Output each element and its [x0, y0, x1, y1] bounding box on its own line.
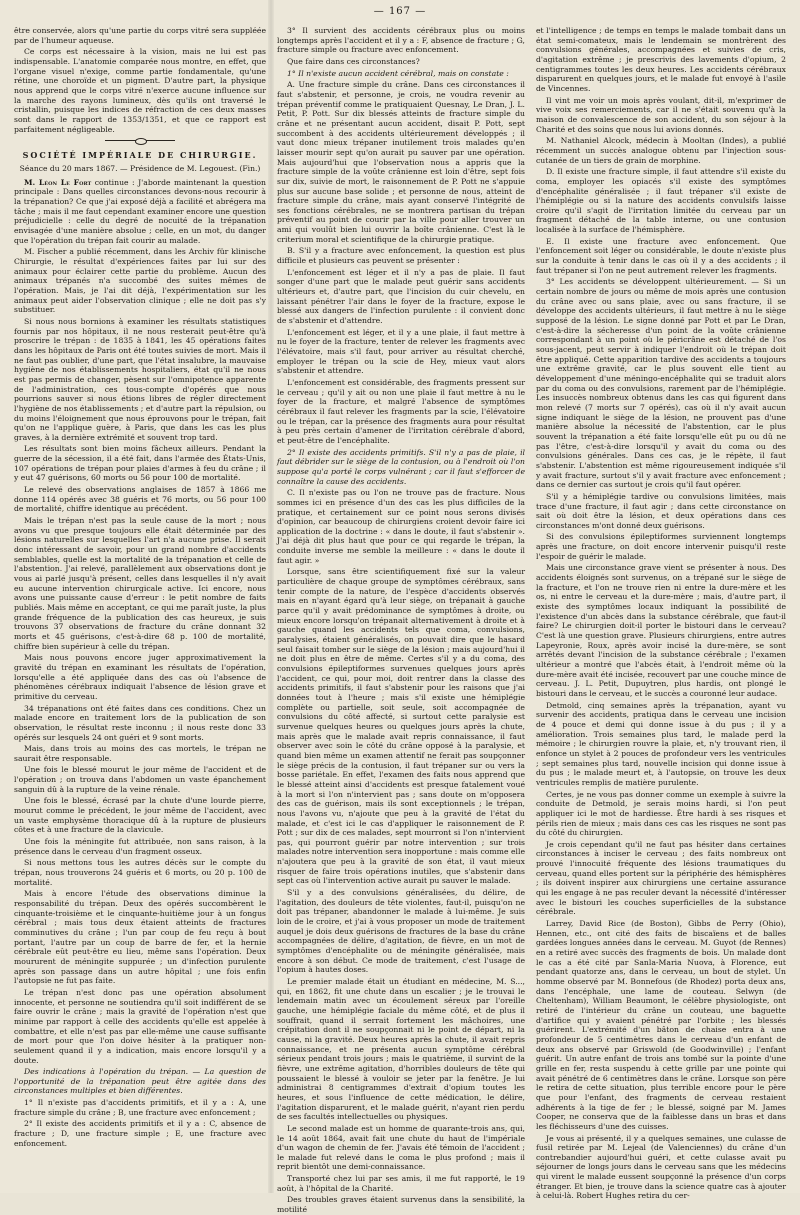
- paragraph: Les résultats sont bien moins fâcheux ailleurs. Pendant la guerre de la sécession, il a été fait, dans l'armée des États-Unis, 107 opérations de trépan pour plaies d'armes à feu du crâne ; il y eut 47 guérisons, 60 morts ou 56 pour 100 de mortalité.: [14, 444, 266, 483]
- paragraph: Des indications à l'opération du trépan. — La question de l'opportunité de la trépanation peut être agitée dans des circonstances multiples et bien différentes.: [14, 1067, 266, 1096]
- paragraph: M. Fischer a publié récemment, dans les Archiv für klinische Chirurgie, le résultat d'expériences faites par lui sur des animaux pour éclairer cette partie du problème. Aucun des animaux trépanés n'a succombé des suites mêmes de l'opération. Mais, je l'ai dit déjà, l'expérimentation sur les animaux peut aider l'observation clinique ; elle ne doit pas s'y substituer.: [14, 247, 266, 315]
- column-right: [536, 26, 786, 1201]
- paragraph: Une fois le blessé, écrasé par la chute d'une lourde pierre, mourut comme le précédent, le jour même de l'accident, avec un vaste emphysème thoracique dû à la rupture de plusieurs côtes et à une fracture de la clavicule.: [14, 796, 266, 835]
- paragraph: être conservée, alors qu'une partie du corps vitré sera suppléée par de l'humeur aqueuse.: [14, 26, 266, 45]
- ornamental-divider: [105, 140, 175, 145]
- paragraph: Larrey, David Rice (de Boston), Gibbs de Perry (Ohio), Hennen, etc., ont cité des faits de biscaïens et de balles gardées longues années dans le cerveau. M. Guyot (de Rennes) en a retiré avec succès des fragments de bois. Un malade dont le cas a été cité par Sanla-Maria Nuova, à Florence, eut pendant quatorze ans, dans le cerveau, un bout de stylet. Un homme observé par M. Bonnefous (de Rhodez) porta deux ans, dans l'encéphale, une lame de couteau. Selwyn (de Cheltenham), William Beaumont, le célèbre physiologiste, ont retiré de l'intérieur du crâne un couteau, une baguette d'artifice qui y avaient pénétré par l'orbite ; les blessés guérirent. L'extrémité d'un bâton de chaise entra à une profondeur de 5 centimètres dans le cerveau d'un enfant de deux ans observé par Griswold (de Goodwinville) ; l'enfant guérit. Un autre enfant de trois ans tombé sur la pointe d'une grille en fer, resta suspendu à cette grille par une pointe qui avait pénétré de 6 centimètres dans le crâne. Lorsque son père le retira de cette situation, plus terrible encore pour le père que pour l'enfant, des fragments de cerveau restaient adhérents à la tige de fer ; le blessé, soigné par M. James Cooper, ne conserva que de la faiblesse dans un bras et dans les fléchisseurs d'une des cuisses.: [536, 919, 786, 1131]
- paragraph: B. S'il y a fracture avec enfoncement, la question est plus difficile et plusieurs cas peuvent se présenter :: [277, 246, 525, 266]
- paragraph: Une fois la méningite fut attribuée, non sans raison, à la présence dans le cerveau d'un fragment osseux.: [14, 837, 266, 856]
- paragraph: Je crois cependant qu'il ne faut pas hésiter dans certaines circonstances à inciser le cerveau ; des faits nombreux ont prouvé l'innocuité fréquente des lésions traumatiques du cerveau, quand elles portent sur la périphérie des hémisphères ; ils doivent inspirer aux chirurgiens une certaine assurance qui les engage à ne pas reculer devant la nécessité d'intéresser avec le bistouri les couches superficielles de la substance cérébrale.: [536, 839, 786, 917]
- paragraph: Le trépan n'est donc pas une opération absolument innocente, et personne ne soutiendra qu'il soit indifférent de se faire ouvrir le crâne ; mais la gravité de l'opération n'est que minime par rapport à celle des accidents qu'elle est appelée à combattre, et elle n'est pas par elle-même une cause suffisante de mort pour que l'on doive hésiter à la pratiquer non-seulement quand il y a indication, mais encore lorsqu'il y a doute.: [14, 987, 266, 1065]
- paragraph: Detmold, cinq semaines après la trépanation, ayant vu survenir des accidents, pratiqua dans le cerveau une incision de 4 pouce et demi qui donne issue à du pus ; il y a amélioration. Trois semaines plus tard, le malade perd la mémoire ; le chirurgien rouvre la plaie, et, n'y trouvant rien, il enfonce un stylet à 2 pouces de profondeur vers les ventricules ; sept semaines plus tard, nouvelle incision qui donne issue à du pus ; le malade meurt et, à l'autopsie, on trouve les deux ventricules remplis de matière purulente.: [536, 700, 786, 787]
- paragraph: Le relevé des observations anglaises de 1857 à 1866 me donne 114 opérés avec 38 guéris et 76 morts, ou 56 pour 100 de mortalité, chiffre identique au précédent.: [14, 485, 266, 514]
- paragraph: 3° Il survient des accidents cérébraux plus ou moins longtemps après l'accident et il y a : F, absence de fracture ; G, fracture simple ou fracture avec enfoncement.: [277, 26, 525, 55]
- paragraph: 2° Il existe des accidents primitifs et il y a : C, absence de fracture ; D, une fracture simple ; E, une fracture avec enfoncement.: [14, 1119, 266, 1148]
- paragraph: Il vint me voir un mois après voulant, dit-il, m'exprimer de vive voix ses remerciements, car il ne s'était souvenu qu'à la maison de convalescence de son accident, du son séjour à la Charité et des soins que nous lui avions donnés.: [536, 95, 786, 134]
- paragraph: Mais à encore l'étude des observations diminue la responsabilité du trépan. Deux des opérés succombèrent le cinquante-troisième et le cinquante-huitième jour à un fongus cérébral ; mais tous deux étaient atteints de fractures comminutives du crâne ; l'un par coup de feu reçu à bout portant, l'autre par un coup de barre de fer, et la hernie cérébrale eût peut-être eu lieu, même sans l'opération. Deux moururent de méningite suppurée ; un d'infection purulente après son passage dans un autre hôpital ; une fois enfin l'autopsie ne fut pas faite.: [14, 889, 266, 986]
- paragraph: Certes, je ne vous pas donner comme un exemple à suivre la conduite de Detmold, je serais moins hardi, si l'on peut appliquer ici le mot de hardiesse. Être hardi à ses risques et périls rien de mieux ; mais dans ces cas les risques ne sont pas du côté du chirurgien.: [536, 789, 786, 838]
- paragraph: Le premier malade était un étudiant en médecine, M. S..., qui, en 1862, fit une chute dans un escalier ; je le trouvai le lendemain matin avec un écoulement séreux par l'oreille gauche, une hémiplégie faciale du même côté, et de plus il souffrait, quand il serrait fortement les mâchoires, une crépitation dont il ne soupçonnait ni le point de départ, ni la cause, ni la gravité. Deux heures après la chute, il avait repris connaissance, et ne présenta aucun symptôme cérébral sérieux pendant trois jours ; mais le quatrième, il survint de la fièvre, une extrême agitation, d'horribles douleurs de tête qui poussaient le blessé à vouloir se jeter par la fenêtre. Je lui administrai 8 centigrammes d'extrait d'opium toutes les heures, et sous l'influence de cette médication, le délire, l'agitation disparurent, et le malade guérit, n'ayant rien perdu de ses facultés intellectuelles ou physiques.: [277, 977, 525, 1122]
- paragraph: L'enfoncement est léger et il n'y a pas de plaie. Il faut songer d'une part que le malade peut guérir sans accidents ultérieurs et, d'autre part, que l'incision du cuir chevelu, en laissant pénétrer l'air dans le foyer de la fracture, expose le blessé aux dangers de l'infection purulente : il convient donc de s'abstenir et d'attendre.: [277, 267, 525, 326]
- paragraph: Des troubles graves étaient survenus dans la sensibilité, la motilité: [277, 1195, 525, 1215]
- paragraph: 1° Il n'existe pas d'accidents primitifs, et il y a : A, une fracture simple du crâne ; B, une fracture avec enfoncement ;: [14, 1098, 266, 1117]
- paragraph: D. Il existe une fracture simple, il faut attendre s'il existe du coma, employer les opiacés s'il existe des symptômes d'encéphalite généralisée ; il faut trépaner s'il existe de l'hémiplégie ou si la nature des accidents convulsifs laisse croire qu'il s'agit de l'irritation limitée du cerveau par un fragment détaché de la table interne, ou une contusion localisée à la surface de l'hémisphère.: [536, 167, 786, 235]
- paragraph: L'enfoncement est léger, et il y a une plaie, il faut mettre à nu le foyer de la fracture, tenter de relever les fragments avec l'élévatoire, mais s'il faut, pour arriver au résultat cherché, employer le trépan ou la scie de Hey, mieux vaut alors s'abstenir et attendre.: [277, 327, 525, 376]
- paragraph: 2° Il existe des accidents primitifs. S'il n'y a pas de plaie, il faut débrider sur le siège de la contusion, ou à l'endroit où l'on suppose qu'a porté le corps vulnérant ; car il faut s'efforcer de connaître la cause des accidents.: [277, 447, 525, 486]
- paragraph: Mais nous pouvons encore juger approximativement la gravité du trépan en examinant les résultats de l'opération, lorsqu'elle a été appliquée dans des cas où l'absence de phénomènes cérébraux indiquait l'absence de lésion grave et primitive du cerveau.: [14, 653, 266, 701]
- paragraph: continue : J'aborde maintenant la question principale : Dans quelles circonstances devons-nous recourir à la trépanation? Ce que j'ai exposé déjà a facilité et abrégera ma tâche ; mais il me faut cependant examiner encore une question préjudicielle : celle du degré de nocuité de la trépanation envisagée d'une manière absolue ; celle, en un mot, du danger que l'opération du trépan fait courir au malade.: [14, 177, 266, 245]
- paragraph: Mais une circonstance grave vient se présenter à nous. Des accidents éloignés sont survenus, on a trépané sur le siège de la fracture, et l'on ne trouve rien ni entre la dure-mère et les os, ni entre le cerveau et la dure-mère ; mais, d'autre part, il existe des symptômes locaux indiquant la possibilité de l'existence d'un abcès dans la substance cérébrale, que faut-il faire? Le chirurgien doit-il porter le bistouri dans le cerveau? C'est là une question grave. Plusieurs chirurgiens, entre autres Lapeyronie, Roux, après avoir incisé la dure-mère, se sont arrêtés devant l'incision de la substance cérébrale ; l'examen ultérieur a montré que l'abcès était, à l'endroit même où la dure-mère avait été incisée, recouvert par une couche mince de cerveau. J. L. Petit, Dupuytren, plus hardis, ont plongé le bistouri dans le cerveau, et le succès a couronné leur audace.: [536, 563, 786, 698]
- paragraph: Mais, dans trois au moins des cas mortels, le trépan ne saurait être responsable.: [14, 744, 266, 763]
- paragraph: 34 trépanations ont été faites dans ces conditions. Chez un malade encore en traitement lors de la publication de son observation, le résultat reste inconnu ; il nous reste donc 33 opérés sur lesquels 24 ont guéri et 9 sont morts.: [14, 703, 266, 742]
- column-middle: [277, 26, 525, 1215]
- paragraph: Si nous mettons tous les autres décès sur le compte du trépan, nous trouverons 24 guéris et 6 morts, ou 20 p. 100 de mortalité.: [14, 858, 266, 887]
- column-left: [14, 26, 266, 1187]
- paragraph: C. Il n'existe pas ou l'on ne trouve pas de fracture. Nous sommes ici en présence d'un des cas les plus difficiles de la pratique, et certainement sur ce point nous serons divisés d'opinion, car beaucoup de chirurgiens croient devoir faire ici application de la doctrine : « dans le doute, il faut s'abstenir ». J'ai déjà dit plus haut que pour ce qui regarde le trépan, la conduite inverse me semble la meilleure : « dans le doute il faut agir. »: [277, 488, 525, 565]
- paragraph: Le second malade est un homme de quarante-trois ans, qui, le 14 août 1864, avait fait une chute du haut de l'impériale d'un wagon de chemin de fer. J'avais été témoin de l'accident ; le malade fut relevé dans le coma le plus profond ; mais il reprit bientôt une demi-connaissance.: [277, 1123, 525, 1172]
- paragraph: Je vous ai présenté, il y a quelques semaines, une culasse de fusil retirée par M. Lejeal (de Valenciennes) du crâne d'un contrebandier aujourd'hui guéri, et cette culasse avait pu séjourner de longs jours dans le cerveau sans que les médecins qui virent le malade eussent soupçonné la présence d'un corps étranger. Et bien, je trouve dans la science quatre cas à ajouter à celui-là. Robert Hughes retira du cer-: [536, 1133, 786, 1201]
- page-number: — 167 —: [373, 6, 427, 17]
- paragraph: Ce corps est nécessaire à la vision, mais ne lui est pas indispensable. L'anatomie comparée nous montre, en effet, que l'organe visuel n'exige, comme partie fondamentale, qu'une rétine, une choroïde et un pigment. D'autre part, la physique nous apprend que le corps vitré n'exerce aucune influence sur la marche des rayons lumineux, dès qu'ils ont traversé le cristallin, puisque les indices de réfraction de ces deux masses sont dans le rapport de 1353/1351, et que ce rapport est parfaitement négligeable.: [14, 47, 266, 134]
- paragraph: Lorsque, sans être scientifiquement fixé sur la valeur particulière de chaque groupe de symptômes cérébraux, sans tenir compte de la nature, de l'espèce d'accidents observés mais en n'ayant égard qu'à leur siège, on trépanait à gauche parce qu'il y avait prédominance de symptômes à droite, ou mieux encore lorsqu'on trépanait alternativement à droite et à gauche quand les accidents tels que coma, convulsions, paralysies, étaient généralisés, on pouvait dire que le hasard seul faisait tomber sur le siège de la lésion ; mais aujourd'hui il ne doit plus en être de même. Certes s'il y a du coma, des convulsions épileptiformes survenues quelques jours après l'accident, ce qui, pour moi, doit rentrer dans la classe des accidents primitifs, il faut s'abstenir pour les raisons que j'ai données tout à l'heure ; mais s'il existe une hémiplégie complète ou partielle, soit seule, soit accompagnée de convulsions du côté affecté, si surtout cette paralysie est survenue quelques heures ou quelques jours après la chute, mais après que le malade avait repris connaissance, il faut observer avec soin le côté du crâne opposé à la paralysie, et quand bien même un examen attentif ne ferait pas soupçonner le siège précis de la contusion, il faut trépaner sur ou vers la bosse pariétale. En effet, l'examen des faits nous apprend que le blessé atteint ainsi d'accidents est presque fatalement voué à la mort si l'on n'intervient pas ; sans doute on m'opposera des cas de guérison, mais ils sont exceptionnels ; le trépan, nous l'avons vu, n'ajoute que peu à la gravité de l'état du malade, et c'est ici le cas d'appliquer le raisonnement de P. Pott ; sur dix de ces malades, sept mourront si l'on n'intervient pas, qui pourront guérir par notre intervention ; sur trois malades notre intervention sera inopportune : mais comme elle n'ajoutera que peu à la gravité de son état, il vaut mieux risquer de faire trois opérations inutiles, que s'abstenir dans sept cas où l'intervention active aurait pu sauver le malade.: [277, 567, 525, 886]
- page-fold: [268, 0, 274, 1193]
- paragraph: A. Une fracture simple du crâne. Dans ces circonstances il faut s'abstenir, et personne, je crois, ne voudra revenir au trépan préventif comme le pratiquaient Quesnay, Le Dran, J. L. Petit, P. Pott. Sur dix blessés atteints de fracture simple du crâne et ne présentant aucun accident, disait P. Pott, sept succombent à des accidents ultérieurement développés ; il vaut donc mieux trépaner inutilement trois malades qu'en laisser mourir sept qu'on aurait pu sauver par une opération. Mais aujourd'hui que l'observation nous a appris que la fracture simple de la voûte crânienne est loin d'être, sept fois sur dix, suivie de mort, le raisonnement de P. Pott ne s'appuie plus sur aucune base solide ; et personne de nous, atteint de fracture simple du crâne, mais ayant conservé l'intégrité de ses fonctions cérébrales, ne se montrera partisan du trépan préventif au point de courir par la ville pour aller trouver un ami qui voulût bien lui ouvrir la boîte crânienne. C'est là le criterium moral et scientifique de la chirurgie pratique.: [277, 80, 525, 244]
- section-title: SOCIÉTÉ IMPÉRIALE DE CHIRURGIE.: [22, 150, 258, 161]
- paragraph: Une fois le blessé mourut le jour même de l'accident et de l'opération ; on trouva dans l'abdomen un vaste épanchement sanguin dû à la rupture de la veine rénale.: [14, 765, 266, 794]
- speaker-name: M. Léon Le Fort: [24, 177, 92, 187]
- paragraph: Transporté chez lui par ses amis, il me fut rapporté, le 19 août, à l'hôpital de la Charité.: [277, 1174, 525, 1193]
- paragraph: S'il y a hémiplégie tardive ou convulsions limitées, mais trace d'une fracture, il faut agir ; dans cette circonstance on sait où doit être la lésion, et deux opérations dans ces circonstances m'ont donné deux guérisons.: [536, 491, 786, 530]
- session-line: Séance du 20 mars 1867. — Présidence de M. Legouest. (Fin.): [19, 164, 261, 174]
- paragraph: E. Il existe une fracture avec enfoncement. Que l'enfoncement soit léger ou considérable, le doute n'existe plus sur la conduite à tenir dans le cas où il y a des accidents ; il faut trépaner si l'on ne peut autrement relever les fragments.: [536, 236, 786, 275]
- paragraph: L'enfoncement est considérable, des fragments pressent sur le cerveau ; qu'il y ait ou non une plaie il faut mettre à nu le foyer de la fracture, et malgré l'absence de symptômes cérébraux il faut relever les fragments par la scie, l'élévatoire ou le trépan, car la présence des fragments aura pour résultat à peu près certain d'amener de l'irritation cérébrale d'abord, et peut-être de l'encéphalite.: [277, 377, 525, 445]
- paragraph: M. Nathaniel Alcock, médecin à Mooltan (Indes), a publié récemment un succès analogue obtenu par l'injection sous-cutanée de un tiers de grain de morphine.: [536, 136, 786, 165]
- paragraph: Si nous nous bornions à examiner les résultats statistiques fournis par nos hôpitaux, il ne nous resterait peut-être qu'à proscrire le trépan : de 1835 à 1841, les 45 opérations faites dans les hôpitaux de Paris ont été toutes suivies de mort. Mais il ne faut pas oublier, d'une part, que l'état insalubre, la mauvaise hygiène de nos établissements hospitaliers, état qu'il ne nous est pas permis de changer, pèsent sur l'omnipotence apparente de l'administration, ces tous-compte d'opérés que nous pourrions sauver si nous étions libres de régler directement l'hygiène de nos établissements ; et d'autre part la répulsion, ou du moins l'éloignement que nous éprouvons pour le trépan, fait qu'on ne l'applique guère, à Paris, que dans les cas les plus graves, à la dernière extrémité et souvent trop tard.: [14, 316, 266, 442]
- paragraph: Mais le trépan n'est pas la seule cause de la mort ; nous avons vu que presque toujours elle était déterminée par des lésions naturelles sur lesquelles l'art n'a aucune prise. Il serait donc intéressant de savoir, pour un grand nombre d'accidents semblables, quelle est la mortalité de la trépanation et celle de l'abstention. J'ai relevé, parallèlement aux observations dont je vous ai parlé jusqu'à présent, celles dans lesquelles il n'y avait eu aucune intervention chirurgicale active. Ici encore, nous avons une puissante cause d'erreur : le petit nombre de faits publiés. Mais même en acceptant, ce qui me paraît juste, la plus grande fréquence de la publication des cas heureux, je suis trouvons 37 observations de fracture du crâne donnant 32 morts et 45 guérisons, c'est-à-dire 68 p. 100 de mortalité, chiffre bien supérieur à celle du trépan.: [14, 516, 266, 651]
- paragraph: 1° Il n'existe aucun accident cérébral, mais on constate :: [287, 68, 509, 78]
- paragraph: 3° Les accidents se développent ultérieurement. — Si un certain nombre de jours ou même de mois après une contusion du crâne avec ou sans plaie, avec ou sans fracture, il se développe des accidents ultérieurs, il faut mettre à nu le siège supposé de la lésion. Le signe donné par Pott et par Le Dran, c'est-à-dire la sécheresse d'un point de la voûte crânienne correspondant à un point où le péricrâne est détaché de l'os sous-jacent, peut servir à indiquer l'endroit où le trépan doit être appliqué. Cette apparition tardive des accidents a toujours une extrême gravité, car le plus souvent elle tient au développement d'une méningo-encéphalite qui se traduit alors par du coma ou des convulsions, rarement par de l'hémiplégie. Les insuccès nombreux obtenus dans les cas qui figurent dans mon relevé (7 morts sur 7 opérés), cas où il n'y avait aucun signe indiquant le siège de la lésion, ne prouvent pas d'une manière absolue la nécessité de l'abstention, car le plus souvent la trépanation a été faite lorsqu'elle eût pu ou dû ne pas l'être, c'est-à-dire lorsqu'il y avait du coma ou des convulsions générales. Dans ces cas, je le répète, il faut s'abstenir. L'abstention est même rigoureusement indiquée s'il y avait fracture, surtout s'il y avait fracture avec enfoncement ; dans ce dernier cas surtout je crois qu'il faut opérer.: [536, 277, 786, 490]
- paragraph: et l'intelligence ; de temps en temps le malade tombait dans un état semi-comateux, mais le lendemain se montrèrent des convulsions générales, accompagnées et suivies de cris, d'agitation extrême ; je prescrivis des lavements d'opium, 2 centigrammes toutes les deux heures. Les accidents cérébraux disparurent en quelques jours, et le malade fut envoyé à l'asile de Vincennes.: [536, 26, 786, 93]
- paragraph: Si des convulsions épileptiformes surviennent longtemps après une fracture, on doit encore intervenir puisqu'il reste l'espoir de guérir le malade.: [536, 532, 786, 561]
- paragraph: S'il y a des convulsions généralisées, du délire, de l'agitation, des douleurs de tête violentes, faut-il, puisqu'on ne doit pas trépaner, abandonner le malade à lui-même. Je suis loin de le croire, et j'ai à vous proposer un mode de traitement auquel je dois deux guérisons de fractures de la base du crâne accompagnées de délire, d'agitation, de fièvre, en un mot de symptômes d'encéphalite ou de méningite généralisée, mais encore à son début. Ce mode de traitement, c'est l'usage de l'opium à hautes doses.: [277, 888, 525, 975]
- paragraph: Que faire dans ces circonstances?: [287, 56, 420, 66]
